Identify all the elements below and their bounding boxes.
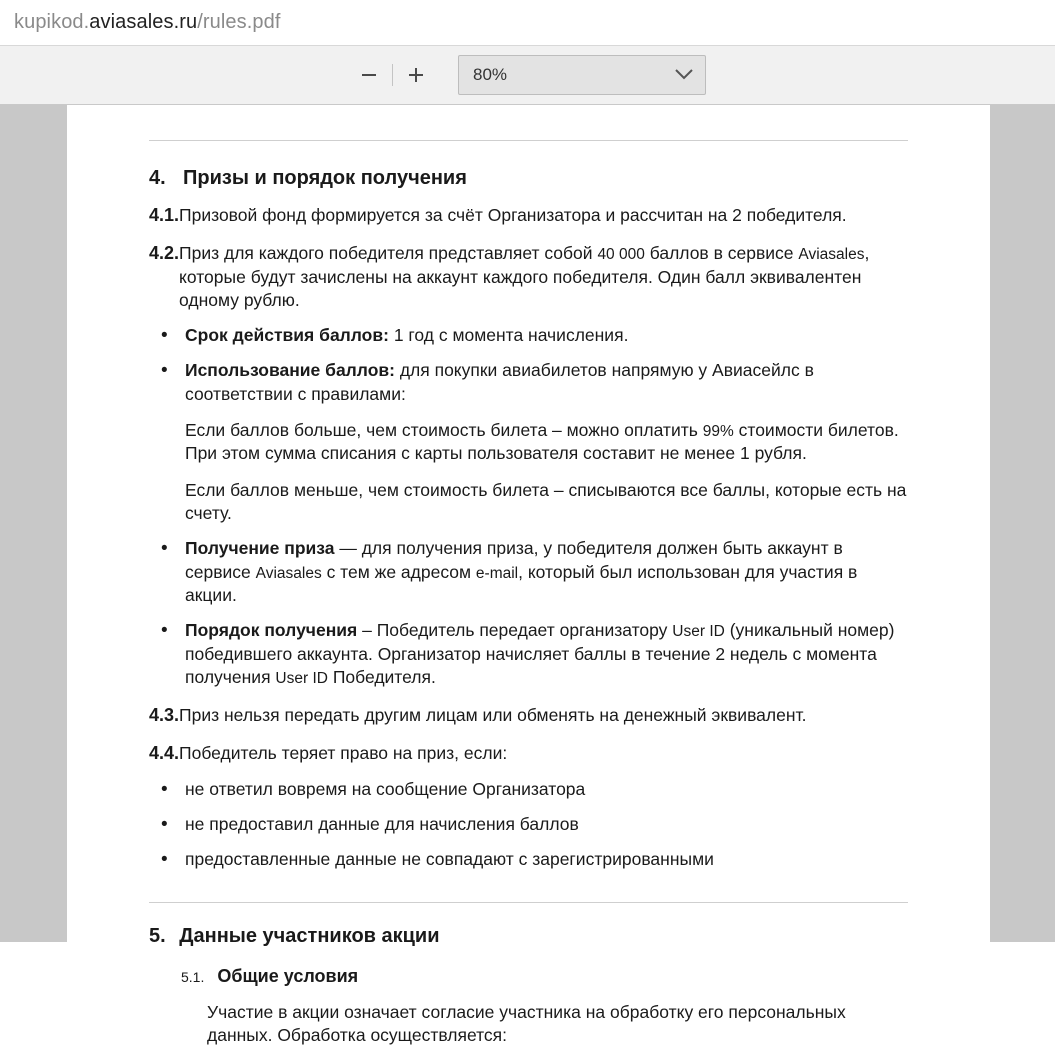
bullet-receipt-order-userid-2: User ID (275, 670, 328, 688)
bullet-receipt-order-c: Победителя. (327, 667, 436, 688)
bullet-receipt-order-a: – Победитель передает организатору (357, 620, 673, 641)
bullet-points-validity (149, 324, 908, 347)
clause-4-2 (149, 242, 908, 312)
clause-4-1-text: Призовой фонд формируется за счёт Организатора и рассчитан на 2 победителя. (179, 205, 847, 225)
clause-4-2-part-a: Приз для каждого победителя представляет собой (179, 242, 598, 263)
url-prefix: kupikod. (14, 11, 90, 33)
clause-4-3-number: 4.3. (149, 704, 180, 725)
zoom-out-icon[interactable] (349, 57, 389, 93)
bullet-prize-receipt-a: — для получения приза, у победителя должен быть аккаунт в сервисе (185, 538, 843, 582)
bullet-prize-receipt-brand: Aviasales (255, 564, 322, 582)
zoom-level-value: 80% (473, 65, 508, 84)
pdf-page (67, 105, 990, 1045)
url-domain: aviasales.ru (89, 11, 198, 33)
bullet-prize-receipt-b: с тем же адресом (321, 561, 476, 582)
usage-paragraph-1 (185, 419, 908, 466)
clause-4-1 (149, 204, 908, 228)
bullet-points-usage-label: Использование баллов: (185, 360, 395, 381)
bullet-receipt-order (149, 619, 908, 689)
list-item: • не ответил вовремя на сообщение Организатора (149, 778, 908, 801)
clause-4-1-number: 4.1. (149, 205, 180, 225)
clause-4-4 (149, 742, 908, 766)
usage-percent: 99% (702, 422, 734, 440)
clause-5-1-title: Общие условия (217, 965, 359, 986)
clause-4-2-brand: Aviasales (798, 245, 865, 263)
section-5-title: Данные участников акции (179, 924, 440, 947)
clause-4-3-text: Приз нельзя передать другим лицам или обменять на денежный эквивалент. (179, 704, 807, 725)
clause-5-1-body: Участие в акции означает согласие участника на обработку его персональных данных. Обработка осуществляется: (207, 1001, 846, 1045)
clause-4-3 (149, 704, 908, 728)
bullet-receipt-order-label: Порядок получения (185, 620, 358, 641)
browser-url-bar[interactable] (0, 0, 1055, 45)
clause-4-4-number: 4.4. (149, 742, 180, 763)
bullet-points-validity-text: 1 год с момента начисления. (388, 325, 629, 346)
clause-4-2-bullets (149, 324, 908, 690)
bullet-points-usage-text: для покупки авиабилетов напрямую у Авиасейлс в соответствии с правилами: (185, 360, 814, 404)
bullet-points-usage (149, 359, 908, 525)
clause-4-2-amount: 40 000 (597, 245, 645, 263)
bullet-receipt-order-b: (уникальный номер) победившего аккаунта. Организатор начисляет баллы в течение 2 недель с момента получения (185, 620, 895, 688)
url-text (14, 11, 280, 34)
clause-4-2-number: 4.2. (149, 242, 180, 263)
zoom-controls (349, 57, 436, 93)
clause-4-2-text (179, 242, 908, 312)
chevron-down-icon (675, 66, 693, 84)
list-item: • не предоставил данные для начисления баллов (149, 813, 908, 836)
clause-4-2-part-b: баллов в сервисе (644, 242, 799, 263)
bullet-prize-receipt-label: Получение приза (185, 538, 335, 559)
bullet-prize-receipt-c: , который был использован для участия в акции. (185, 561, 858, 606)
bullet-points-validity-label: Срок действия баллов: (185, 325, 389, 346)
pdf-page-viewport (0, 105, 1055, 1045)
bullet-prize-receipt-email: e-mail (475, 564, 519, 582)
clause-5-1-number: 5.1. (181, 968, 205, 985)
usage-paragraph-1-a: Если баллов больше, чем стоимость билета – можно оплатить (185, 419, 703, 440)
pdf-viewer-toolbar (0, 45, 1055, 105)
bullet-prize-receipt (149, 537, 908, 607)
url-suffix: /rules.pdf (197, 11, 281, 33)
clause-4-2-part-c: , которые будут зачислены на аккаунт каждого победителя. Один балл эквивалентен одному рублю. (179, 242, 870, 310)
bullet-receipt-order-userid-1: User ID (672, 623, 725, 641)
section-5-heading (149, 925, 908, 948)
toolbar-divider (392, 64, 393, 86)
zoom-level-select[interactable] (458, 55, 706, 95)
clause-4-4-bullets (149, 778, 908, 872)
clause-5-1-heading (181, 966, 908, 987)
section-4-number: 4. (149, 167, 166, 189)
section-4-title: Призы и порядок получения (183, 167, 467, 189)
page-top-rule (149, 140, 908, 141)
usage-paragraph-1-b: стоимости билетов. При этом сумма списания с карты пользователя составит не менее 1 рубля. (185, 419, 899, 464)
list-item: • предоставленные данные не совпадают с зарегистрированными (149, 848, 908, 871)
zoom-in-icon[interactable] (396, 57, 436, 93)
section-4-heading (149, 167, 908, 190)
section-divider-rule (149, 902, 908, 903)
clause-4-4-text: Победитель теряет право на приз, если: (179, 742, 508, 763)
usage-paragraph-2: Если баллов меньше, чем стоимость билета – списываются все баллы, которые есть на счету. (185, 479, 907, 524)
section-5-number: 5. (149, 924, 166, 947)
